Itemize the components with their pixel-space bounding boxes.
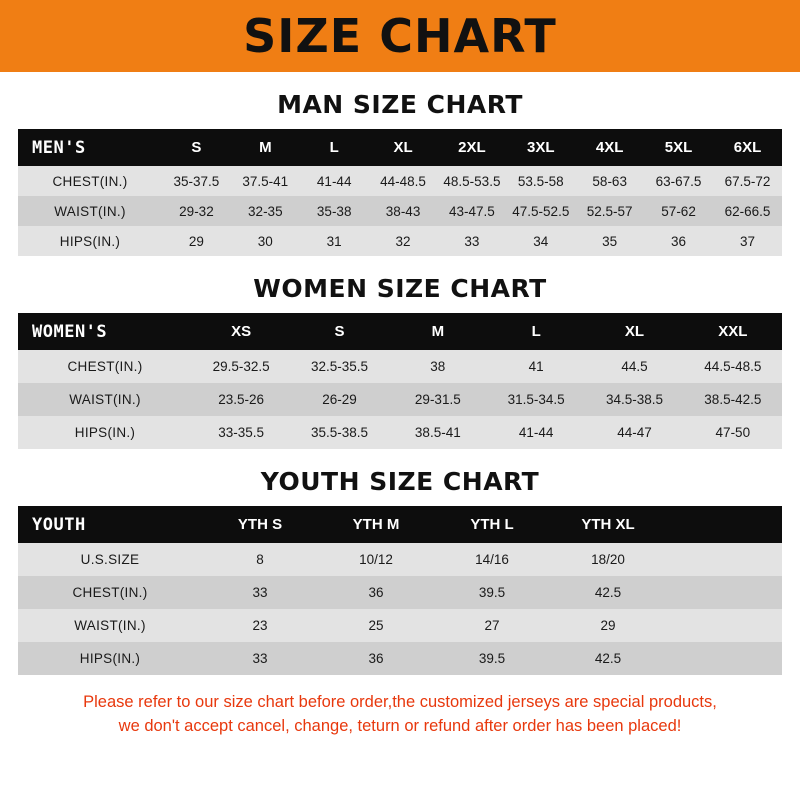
men-cell: 37.5-41 [231,166,300,196]
youth-cell: 23 [202,609,318,642]
women-table-body [18,350,782,449]
men-cell: 44-48.5 [369,166,438,196]
men-cell: 35-37.5 [162,166,231,196]
youth-cell: 29 [550,609,666,642]
women-cell: 35.5-38.5 [290,416,388,449]
men-cell: 57-62 [644,196,713,226]
women-cell: 23.5-26 [192,383,290,416]
men-section-title: MAN SIZE CHART [277,90,523,119]
men-cell: 33 [438,226,507,256]
men-size-table [18,129,782,256]
men-cell: 48.5-53.5 [438,166,507,196]
youth-cell: 18/20 [550,543,666,576]
table-row [18,350,782,383]
youth-table-head [18,506,782,543]
youth-row-label: U.S.SIZE [18,543,202,576]
table-header-row [18,313,782,350]
men-size-header: XL [369,129,438,166]
table-header-row [18,506,782,543]
youth-cell: 8 [202,543,318,576]
men-cell: 31 [300,226,369,256]
table-row [18,196,782,226]
women-cell: 38 [389,350,487,383]
women-cell: 44.5 [585,350,683,383]
youth-size-table [18,506,782,675]
footer-note-line-1: Please refer to our size chart before order,the customized jerseys are special products, [83,693,717,711]
men-cell: 62-66.5 [713,196,782,226]
men-cell: 43-47.5 [438,196,507,226]
youth-cell-empty [666,609,782,642]
women-table-head [18,313,782,350]
men-cell: 34 [506,226,575,256]
women-size-table [18,313,782,449]
men-cell: 41-44 [300,166,369,196]
men-cell: 38-43 [369,196,438,226]
men-size-header: L [300,129,369,166]
women-corner-label: WOMEN'S [18,313,192,350]
men-row-label: CHEST(IN.) [18,166,162,196]
women-cell: 38.5-42.5 [684,383,782,416]
women-size-header: XS [192,313,290,350]
men-cell: 35-38 [300,196,369,226]
page-title: SIZE CHART [243,9,557,63]
men-cell: 36 [644,226,713,256]
men-size-header: 2XL [438,129,507,166]
men-cell: 37 [713,226,782,256]
youth-row-label: CHEST(IN.) [18,576,202,609]
youth-cell-empty [666,543,782,576]
men-table-body [18,166,782,256]
women-cell: 47-50 [684,416,782,449]
men-cell: 35 [575,226,644,256]
youth-table-body [18,543,782,675]
table-row [18,383,782,416]
women-cell: 29.5-32.5 [192,350,290,383]
youth-cell: 39.5 [434,576,550,609]
youth-cell: 39.5 [434,642,550,675]
women-size-header: M [389,313,487,350]
women-row-label: WAIST(IN.) [18,383,192,416]
women-row-label: HIPS(IN.) [18,416,192,449]
men-size-header: 4XL [575,129,644,166]
men-corner-label: MEN'S [18,129,162,166]
youth-cell: 33 [202,576,318,609]
men-cell: 30 [231,226,300,256]
women-cell: 34.5-38.5 [585,383,683,416]
youth-section-title: YOUTH SIZE CHART [260,467,540,496]
youth-cell: 10/12 [318,543,434,576]
table-header-row [18,129,782,166]
table-row [18,416,782,449]
youth-size-header: YTH XL [550,506,666,543]
youth-cell: 33 [202,642,318,675]
women-cell: 32.5-35.5 [290,350,388,383]
table-row [18,576,782,609]
women-cell: 38.5-41 [389,416,487,449]
men-cell: 32-35 [231,196,300,226]
men-cell: 63-67.5 [644,166,713,196]
women-cell: 44-47 [585,416,683,449]
men-row-label: HIPS(IN.) [18,226,162,256]
youth-size-header: YTH M [318,506,434,543]
women-cell: 33-35.5 [192,416,290,449]
table-row [18,642,782,675]
men-cell: 47.5-52.5 [506,196,575,226]
men-size-header: 5XL [644,129,713,166]
youth-cell-empty [666,642,782,675]
women-cell: 44.5-48.5 [684,350,782,383]
women-row-label: CHEST(IN.) [18,350,192,383]
table-row [18,543,782,576]
youth-row-label: HIPS(IN.) [18,642,202,675]
table-row [18,166,782,196]
men-cell: 29 [162,226,231,256]
men-size-header: 3XL [506,129,575,166]
women-cell: 29-31.5 [389,383,487,416]
youth-cell: 36 [318,642,434,675]
women-cell: 41 [487,350,585,383]
youth-cell: 36 [318,576,434,609]
women-size-header: XL [585,313,683,350]
youth-size-header: YTH L [434,506,550,543]
men-cell: 67.5-72 [713,166,782,196]
youth-cell-empty [666,576,782,609]
youth-cell: 25 [318,609,434,642]
women-section-title: WOMEN SIZE CHART [253,274,547,303]
youth-size-header-empty [666,506,782,543]
men-table-head [18,129,782,166]
table-row [18,226,782,256]
women-cell: 41-44 [487,416,585,449]
youth-size-header: YTH S [202,506,318,543]
youth-cell: 14/16 [434,543,550,576]
table-row [18,609,782,642]
charts-content [0,90,800,739]
men-cell: 58-63 [575,166,644,196]
men-row-label: WAIST(IN.) [18,196,162,226]
page-header [0,0,800,72]
youth-corner-label: YOUTH [18,506,202,543]
men-cell: 53.5-58 [506,166,575,196]
youth-row-label: WAIST(IN.) [18,609,202,642]
women-size-header: XXL [684,313,782,350]
men-size-header: S [162,129,231,166]
women-cell: 26-29 [290,383,388,416]
men-cell: 29-32 [162,196,231,226]
youth-cell: 42.5 [550,642,666,675]
youth-cell: 42.5 [550,576,666,609]
men-size-header: M [231,129,300,166]
footer-note-line-2: we don't accept cancel, change, teturn or refund after order has been placed! [118,716,682,735]
men-cell: 52.5-57 [575,196,644,226]
women-cell: 31.5-34.5 [487,383,585,416]
youth-cell: 27 [434,609,550,642]
men-cell: 32 [369,226,438,256]
footer-note [18,691,782,739]
women-size-header: L [487,313,585,350]
men-size-header: 6XL [713,129,782,166]
women-size-header: S [290,313,388,350]
